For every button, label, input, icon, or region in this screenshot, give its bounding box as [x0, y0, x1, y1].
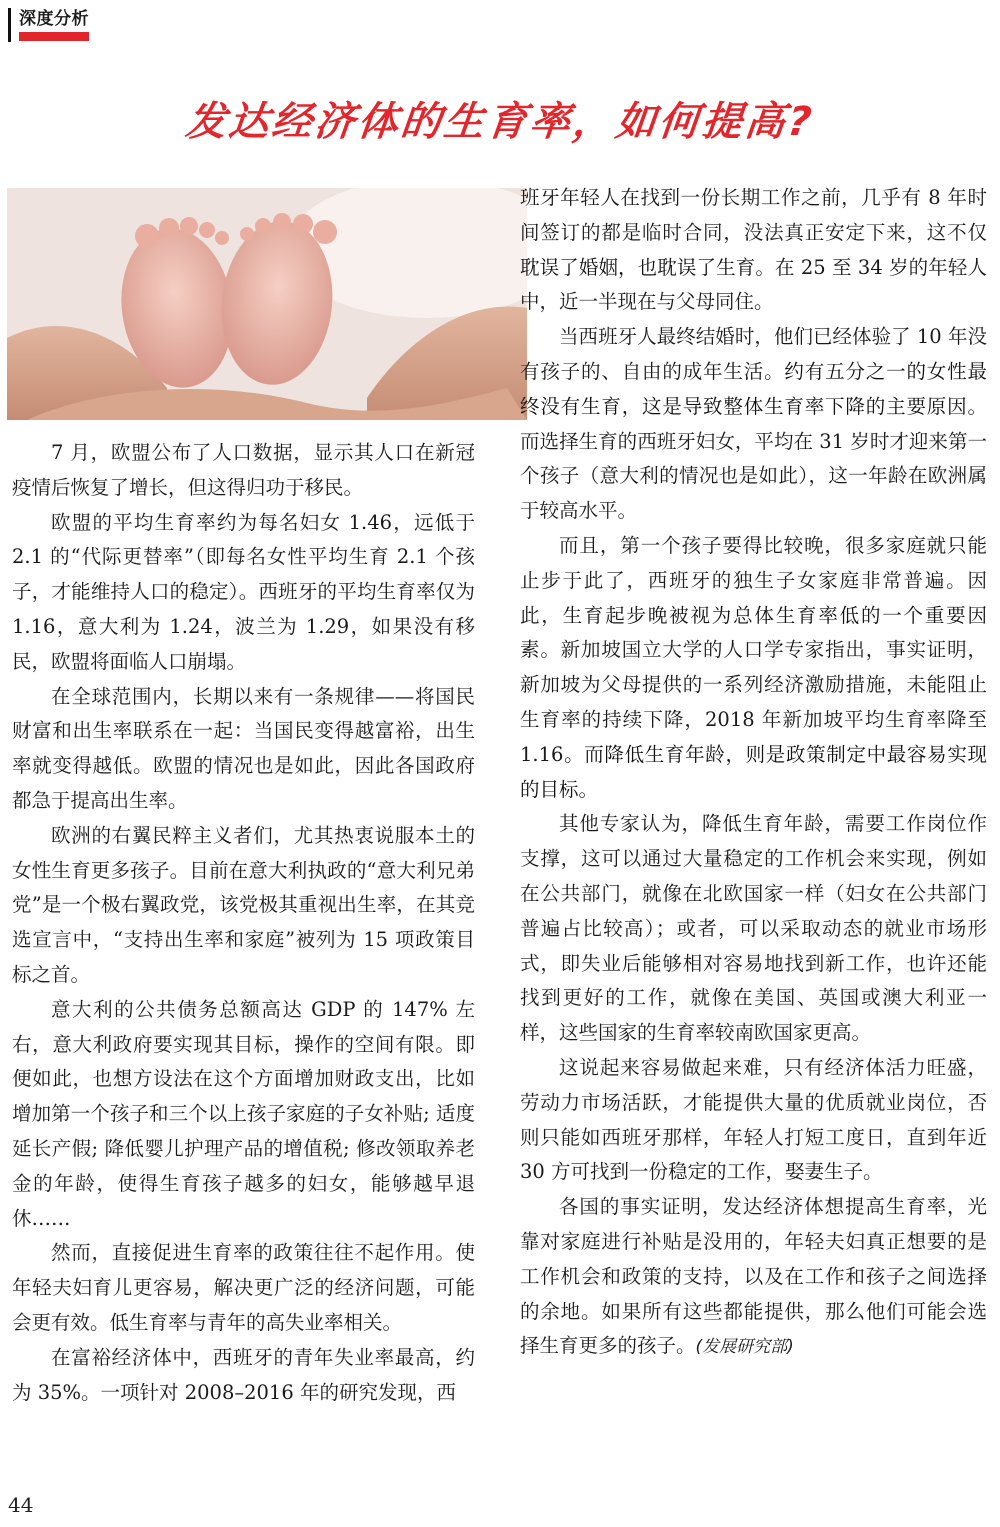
page-number: 44 — [8, 1493, 34, 1517]
article-paragraph — [12, 1236, 475, 1340]
section-tag — [8, 8, 89, 42]
article-paragraph — [12, 436, 475, 506]
baby-feet-illustration — [7, 188, 527, 420]
article-paragraph — [520, 1051, 987, 1190]
author-signature: (发展研究部) — [695, 1337, 794, 1358]
body-text: 而且，第一个孩子要得比较晚，很多家庭就只能止步于此了，西班牙的独生子女家庭非常普遍。因此， — [520, 533, 987, 627]
body-text: 当西班牙人最终结婚时，他们已经体验了 10 年没有孩子的、自由的成年生活。 — [520, 325, 987, 383]
section-tag-bar — [8, 8, 11, 42]
section-tag-underline — [19, 32, 89, 41]
article-paragraph — [520, 1190, 987, 1365]
body-text: 。 — [578, 777, 599, 801]
highlighted-text: 耽误了婚姻，也耽误了生育 — [520, 255, 756, 279]
article-paragraph — [12, 680, 475, 819]
body-text: 在全球范围内，长期以来有一条规律——将国民财富和出生率联系在一起：当国民变得越富裕，出生率就变得越低。欧盟的情况也是如此，因此各国政府都急于提高出生率。 — [12, 684, 475, 812]
article-paragraph — [520, 529, 987, 807]
body-text: 其他专家认为，降低生育年龄，需要工作岗位作支撑，这可以通过大量稳定的工作机会来实现，例如在公共部门，就像在北欧国家一样（妇女在公共部门普遍占比较高）；或者，可以采取动态的就业市场形式，即失业后能够相对容易地找到新工作，也许还能找到更好的工作，就像在美国、英国或澳大利亚一样，这些国家的生育率较南欧国家更高。 — [520, 812, 987, 1045]
article-paragraph — [12, 1341, 475, 1411]
article-paragraph — [12, 819, 475, 993]
body-text: 这说起来容易做起来难，只有经济体活力旺盛，劳动力市场活跃，才能提供大量的优质就业岗位，否则只能如西班牙那样，年轻人打短工度日，直到年近 30 方可找到一份稳定的工作，娶妻生子。 — [520, 1055, 987, 1184]
body-text: 在富裕经济体中，西班牙的青年失业率最高，约为 35%。一项针对 2008–2016 年的研究发现，西 — [12, 1345, 475, 1404]
body-text: 。在 25 至 34 岁的年轻人中，近一半现在与父母同住。 — [520, 255, 987, 314]
body-text: 。新加坡国立大学的人口学专家指出，事实证明，新加坡为父母提供的一系列经济激励措施，未能阻止生育率的持续下降，2018 年新加坡平均生育率降至 1.16。 — [520, 638, 987, 766]
highlighted-text: 约有五分之一的女性最终没有生育，这是导致整体生育率下降的主要原因 — [520, 359, 987, 418]
body-text: 然而，直接促进生育率的政策往往不起作用。使年轻夫妇育儿更容易，解决更广泛的经济问题，可能会更有效。低生育率与青年的高失业率相关。 — [12, 1241, 475, 1334]
body-text: 。而选择生育的西班牙妇女，平均在 31 岁时才迎来第一个孩子（意大利的情况也是如此），这一年龄在欧洲属于较高水平。 — [520, 394, 987, 523]
body-text: 欧盟的平均生育率约为每名妇女 1.46，远低于 2.1 的“代际更替率”（即每名女性平均生育 2.1 个孩子，才能维持人口的稳定）。西班牙的平均生育率仅为 1.16，意大利为 1.24，波兰为 1.29，如果没有移民，欧盟将面临人口崩塌。 — [12, 510, 475, 673]
article-paragraph — [12, 506, 475, 680]
article-paragraph — [12, 993, 475, 1237]
section-tag-label: 深度分析 — [19, 9, 89, 29]
body-text: 各国的事实证明，发达经济体想提高生育率，光靠对家庭进行补贴是没用的，年轻夫妇真正想要的是工作机会和政策的支持，以及在工作和孩子之间选择的余地。如果所有这些都能提供，那么他们可能会选择生育更多的孩子。 — [520, 1195, 987, 1358]
highlighted-text: 而降低生育年龄，则是政策制定中最容易实现的目标 — [520, 742, 987, 801]
baby-feet-photo — [7, 188, 527, 420]
body-text: 7 月，欧盟公布了人口数据，显示其人口在新冠疫情后恢复了增长，但这得归功于移民。 — [12, 441, 475, 499]
article-paragraph — [520, 320, 987, 529]
article-paragraph — [520, 181, 987, 320]
body-text: 班牙年轻人在找到一份长期工作之前，几乎有 8 年时间签订的都是临时合同，没法真正安定下来，这不仅 — [520, 186, 987, 244]
body-text: 意大利的公共债务总额高达 GDP 的 147% 左右，意大利政府要实现其目标，操作的空间有限。即便如此，也想方设法在这个方面增加财政支出，比如增加第一个孩子和三个以上孩子家庭的子女补贴; 适度延长产假; 降低婴儿护理产品的增值税; 修改领取养老金的年龄，使得生育孩子越多的妇女，能够越早退休…… — [12, 997, 475, 1230]
left-column — [12, 436, 475, 1410]
article-paragraph — [520, 807, 987, 1051]
right-column — [520, 181, 987, 1365]
highlighted-text: 生育起步晚被视为总体生育率低的一个重要因素 — [520, 603, 987, 662]
body-text: 欧洲的右翼民粹主义者们，尤其热衷说服本土的女性生育更多孩子。目前在意大利执政的“意大利兄弟党”是一个极右翼政党，该党极其重视出生率，在其竞选宣言中，“支持出生率和家庭”被列为 15 项政策目标之首。 — [12, 823, 475, 986]
article-headline: 发达经济体的生育率，如何提高? — [183, 99, 817, 145]
